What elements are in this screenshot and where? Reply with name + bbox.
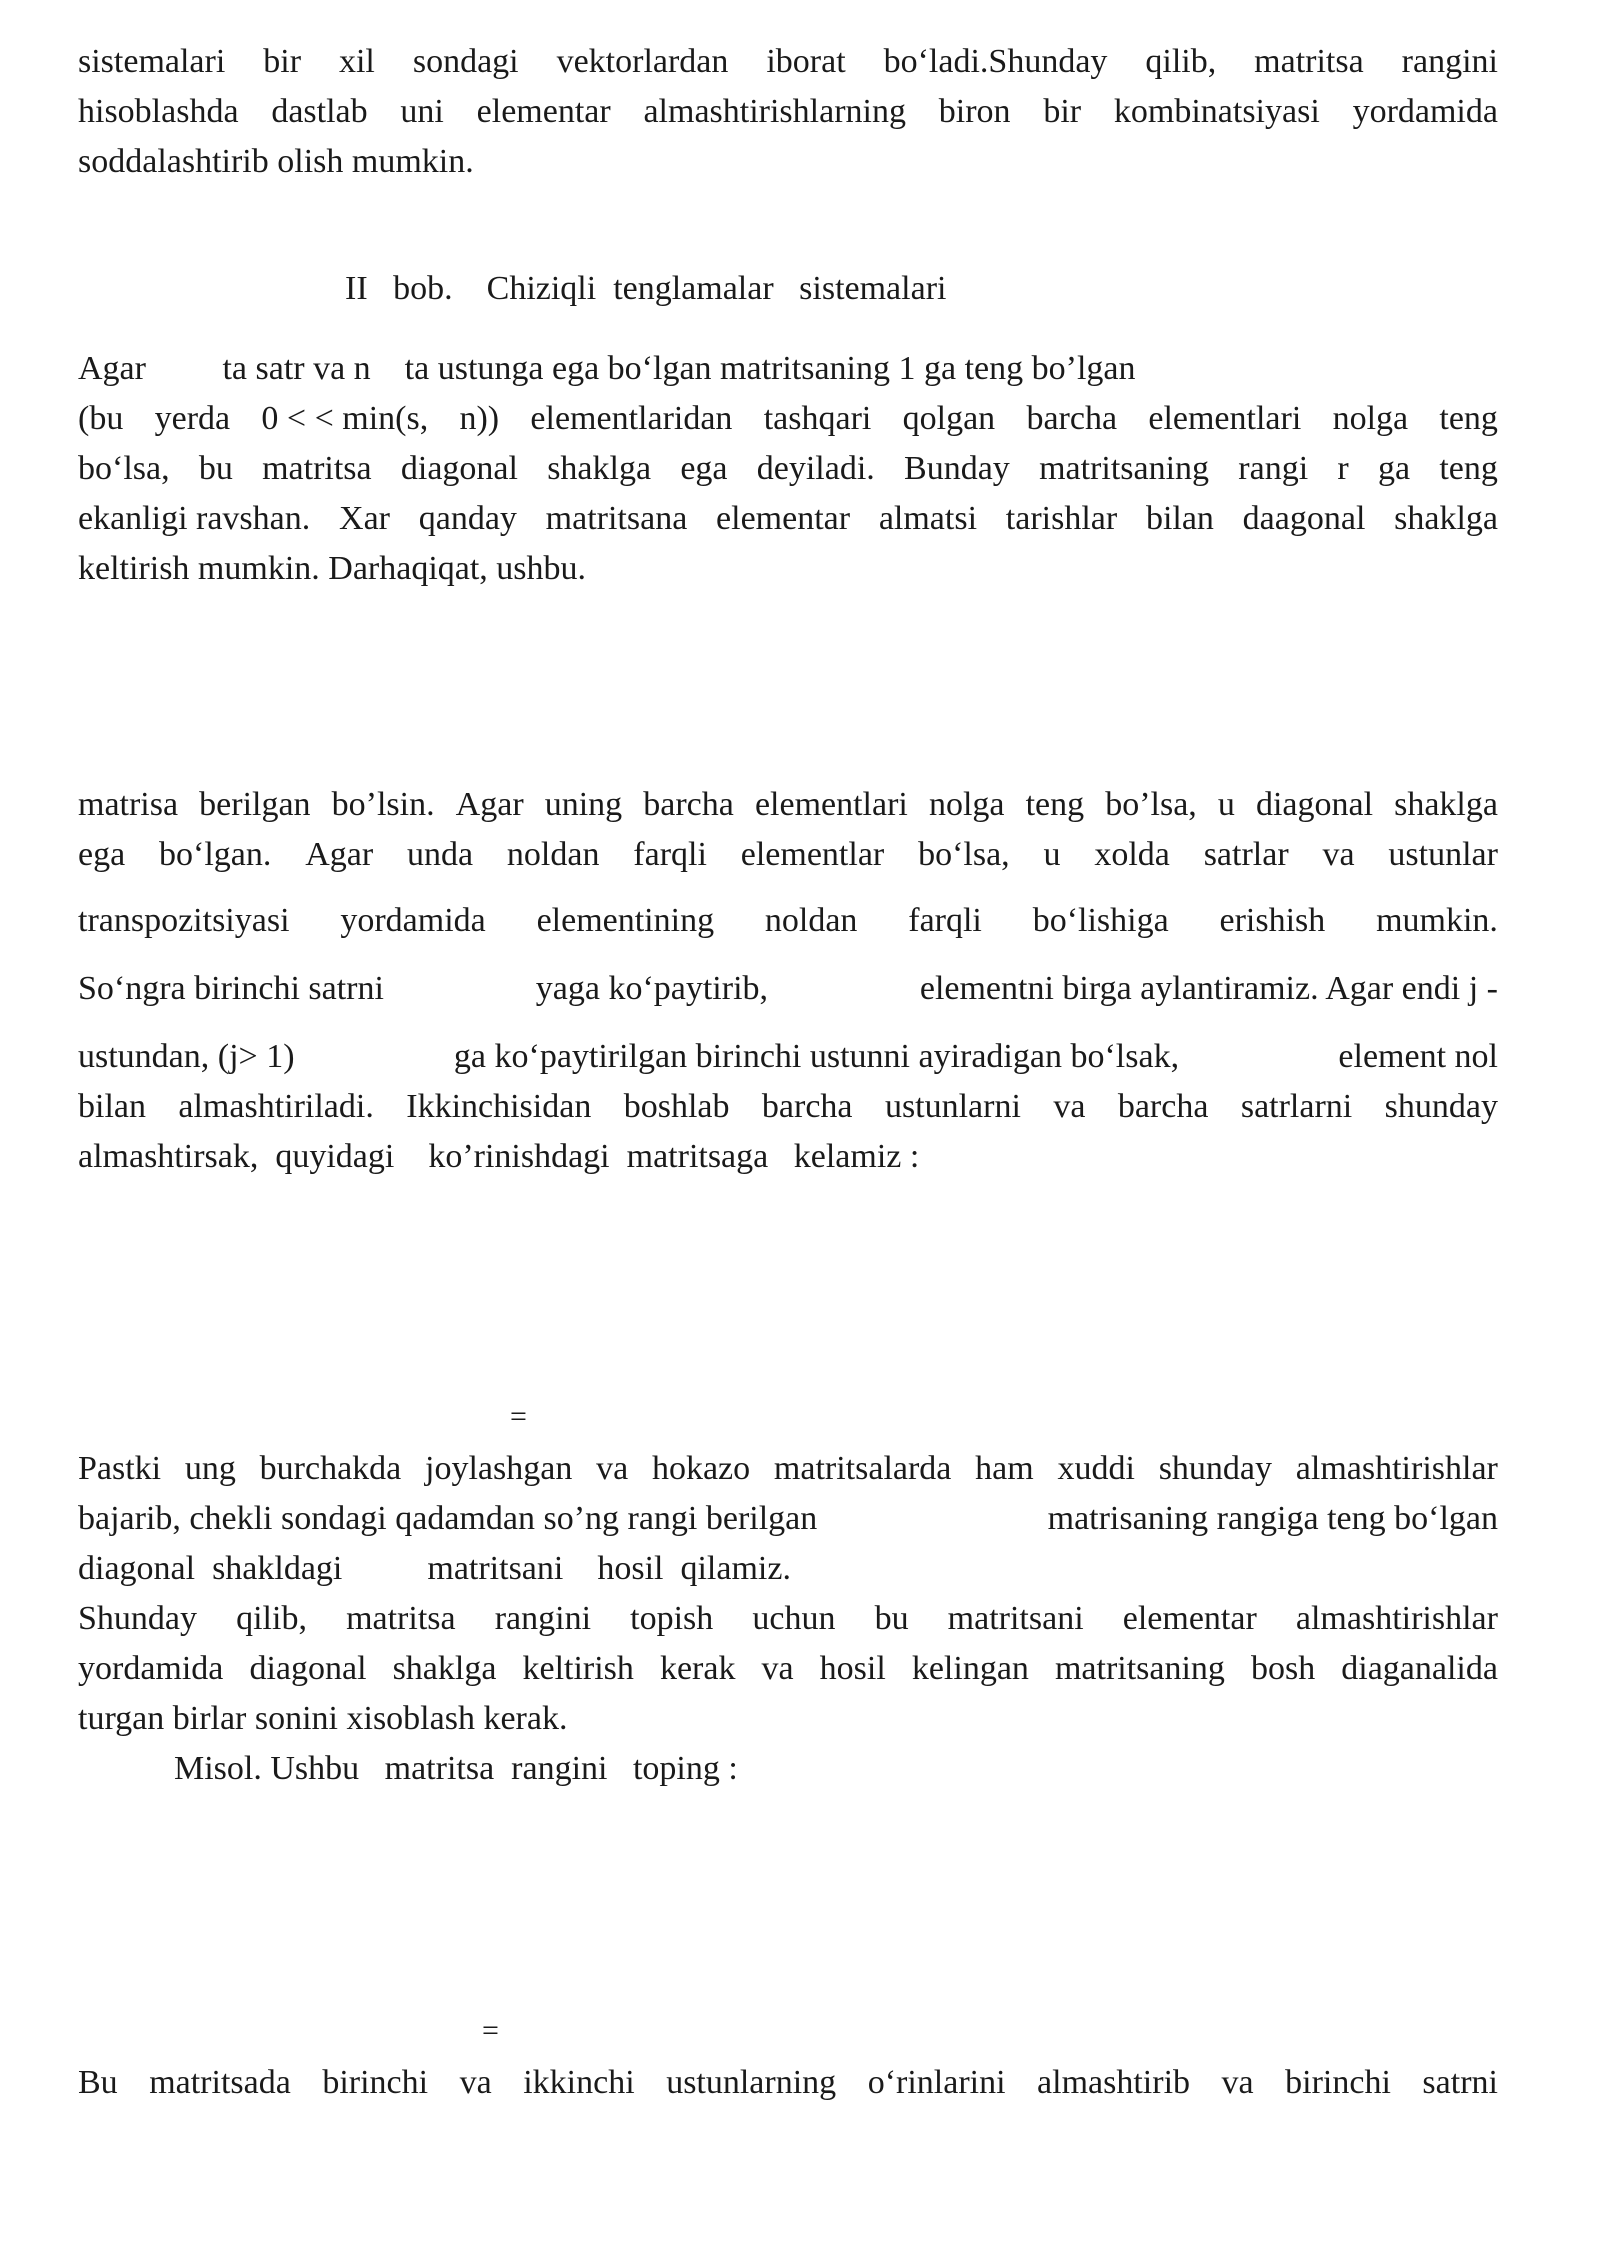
word: elementar <box>476 93 611 130</box>
word: matritsalarda <box>773 1450 952 1487</box>
word: ega <box>680 450 728 487</box>
word: keltirish <box>522 1650 634 1687</box>
word: erishish <box>1219 902 1326 939</box>
word: Ikkinchisidan <box>406 1088 592 1125</box>
text-line: almashtirsak, quyidagi ko’rinishdagi matritsaga kelamiz : <box>78 1138 920 1175</box>
text-line <box>78 394 1498 444</box>
word: noldan <box>506 836 600 873</box>
word: diagonal <box>1255 786 1374 823</box>
word: elementlar <box>740 836 885 873</box>
word: ham <box>975 1450 1034 1487</box>
text-line <box>78 1594 1498 1644</box>
word: yordamida <box>78 1650 224 1687</box>
word: va <box>1221 2064 1254 2101</box>
equals-sign: = <box>482 2014 499 2047</box>
word: hosil <box>819 1650 886 1687</box>
word: iborat <box>766 43 846 80</box>
word: va <box>761 1650 794 1687</box>
word: shaklga <box>547 450 652 487</box>
word: va <box>596 1450 629 1487</box>
word: birinchi <box>322 2064 429 2101</box>
word: dastlab <box>271 93 368 130</box>
word: bajarib, chekli sondagi qadamdan so’ng rangi berilgan <box>78 1500 818 1537</box>
word: rangini <box>1401 43 1498 80</box>
word: yerda <box>154 400 231 437</box>
word: matritsa <box>346 1600 456 1637</box>
word: bu <box>874 1600 909 1637</box>
text-line <box>78 494 1498 544</box>
word: matritsa <box>1254 43 1364 80</box>
word: u <box>1043 836 1061 873</box>
word: qilib, <box>1145 43 1217 80</box>
word: 0 < < min(s, <box>261 400 429 437</box>
word: matritsa <box>262 450 372 487</box>
word: shunday <box>1158 1450 1273 1487</box>
word: diagonal <box>249 1650 367 1687</box>
text-line <box>78 444 1498 494</box>
word: almashtirishlar <box>1295 1600 1498 1637</box>
word: teng <box>1439 400 1498 437</box>
word: xuddi <box>1057 1450 1135 1487</box>
word: bo‘lishiga <box>1032 902 1169 939</box>
text-line <box>78 1494 1498 1544</box>
word: birinchi <box>1285 2064 1391 2101</box>
word: satrni <box>1422 2064 1498 2101</box>
word: bir <box>1043 93 1082 130</box>
word: almashtirishlarning <box>643 93 906 130</box>
word: farqli <box>908 902 982 939</box>
text-line <box>78 87 1498 137</box>
word: burchakda <box>259 1450 402 1487</box>
word: barcha <box>643 786 734 823</box>
word: xolda <box>1094 836 1170 873</box>
word: almashtirishlar <box>1295 1450 1498 1487</box>
word: matritsana <box>545 500 688 537</box>
word: bo’lsa, <box>1105 786 1197 823</box>
word: ekanligi ravshan. <box>78 500 311 537</box>
word: bo‘ladi.Shunday <box>883 43 1108 80</box>
chapter-heading: II bob. Chiziqli tenglamalar sistemalari <box>345 270 947 307</box>
word: yordamida <box>1352 93 1498 130</box>
word: Shunday <box>78 1600 197 1637</box>
text-line: turgan birlar sonini xisoblash kerak. <box>78 1700 568 1737</box>
word: satrlarni <box>1240 1088 1353 1125</box>
text-line <box>78 2058 1498 2108</box>
word: nolga <box>1332 400 1409 437</box>
word: Agar <box>305 836 374 873</box>
word: Pastki <box>78 1450 162 1487</box>
word: ikkinchi <box>523 2064 635 2101</box>
text-line <box>78 37 1498 87</box>
word: almashtiriladi. <box>178 1088 374 1125</box>
word: almatsi <box>878 500 978 537</box>
word: qolgan <box>902 400 996 437</box>
word: qanday <box>418 500 517 537</box>
text-line <box>78 1032 1498 1082</box>
word: ustunlarni <box>884 1088 1021 1125</box>
text-line: soddalashtirib olish mumkin. <box>78 143 474 180</box>
word: deyiladi. <box>756 450 875 487</box>
word: matritsani <box>947 1600 1084 1637</box>
word: bir <box>263 43 302 80</box>
word: ega <box>78 836 126 873</box>
word: kombinatsiyasi <box>1113 93 1320 130</box>
word: teng <box>1439 450 1498 487</box>
word: ustunlarning <box>666 2064 837 2101</box>
word: Bu <box>78 2064 118 2101</box>
word: u <box>1217 786 1235 823</box>
word: bosh <box>1250 1650 1316 1687</box>
word: tarishlar <box>1005 500 1118 537</box>
word: xil <box>338 43 375 80</box>
text-line <box>78 1082 1498 1132</box>
word: matrisa <box>78 786 179 823</box>
word: bo‘lsa, <box>78 450 170 487</box>
word: yaga ko‘paytirib, <box>535 970 769 1007</box>
word: matritsaning <box>1054 1650 1225 1687</box>
word: uni <box>400 93 444 130</box>
text-line: Misol. Ushbu matritsa rangini toping : <box>174 1750 738 1787</box>
word: shaklga <box>392 1650 497 1687</box>
word: bo‘lgan. <box>159 836 272 873</box>
word: uchun <box>752 1600 836 1637</box>
word: ung <box>184 1450 236 1487</box>
word: element nol <box>1338 1038 1498 1075</box>
word: So‘ngra birinchi satrni <box>78 970 384 1007</box>
text-line <box>78 896 1498 946</box>
text-line <box>78 1444 1498 1494</box>
word: topish <box>630 1600 714 1637</box>
word: elementni birga aylantiramiz. Agar endi j - <box>919 970 1498 1007</box>
word: shaklga <box>1394 786 1498 823</box>
word: va <box>459 2064 492 2101</box>
text-line: diagonal shakldagi matritsani hosil qilamiz. <box>78 1550 791 1587</box>
word: boshlab <box>623 1088 730 1125</box>
word: barcha <box>761 1088 853 1125</box>
equals-sign: = <box>510 1400 527 1433</box>
word: mumkin. <box>1376 902 1498 939</box>
word: r <box>1337 450 1349 487</box>
word: matritsaning <box>1039 450 1210 487</box>
word: uning <box>544 786 623 823</box>
word: teng <box>1025 786 1085 823</box>
word: qilib, <box>236 1600 307 1637</box>
word: bu <box>198 450 233 487</box>
word: ga ko‘paytirilgan birinchi ustunni ayiradigan bo‘lsak, <box>453 1038 1180 1075</box>
word: transpozitsiyasi <box>78 902 290 939</box>
word: nolga <box>928 786 1005 823</box>
word: bilan <box>1145 500 1214 537</box>
word: shunday <box>1384 1088 1498 1125</box>
text-line <box>78 964 1498 1014</box>
word: ga <box>1377 450 1411 487</box>
text-line: Agar ta satr va n ta ustunga ega bo‘lgan matritsaning 1 ga teng bo’lgan <box>78 350 1136 387</box>
word: diaganalida <box>1341 1650 1498 1687</box>
text-line: keltirish mumkin. Darhaqiqat, ushbu. <box>78 550 587 587</box>
word: barcha <box>1026 400 1118 437</box>
word: kerak <box>659 1650 736 1687</box>
word: bilan <box>78 1088 146 1125</box>
word: elementlari <box>1148 400 1302 437</box>
word: yordamida <box>340 902 486 939</box>
word: (bu <box>78 400 124 437</box>
text-line <box>78 830 1498 880</box>
word: va <box>1322 836 1355 873</box>
word: berilgan <box>199 786 311 823</box>
word: diagonal <box>400 450 518 487</box>
word: ustundan, (j> 1) <box>78 1038 295 1075</box>
word: ustunlar <box>1388 836 1498 873</box>
word: farqli <box>633 836 707 873</box>
word: elementar <box>716 500 851 537</box>
word: satrlar <box>1203 836 1289 873</box>
word: sistemalari <box>78 43 226 80</box>
word: joylashgan <box>425 1450 573 1487</box>
word: elementar <box>1122 1600 1257 1637</box>
word: matritsada <box>149 2064 291 2101</box>
word: n)) <box>459 400 500 437</box>
word: elementlaridan <box>530 400 733 437</box>
word: almashtirib <box>1037 2064 1191 2101</box>
word: barcha <box>1117 1088 1209 1125</box>
word: bo‘lsa, <box>918 836 1010 873</box>
word: hokazo <box>651 1450 751 1487</box>
word: bo’lsin. <box>331 786 435 823</box>
word: Xar <box>339 500 390 537</box>
word: Bunday <box>904 450 1010 487</box>
text-line <box>78 1644 1498 1694</box>
word: sondagi <box>412 43 519 80</box>
word: o‘rinlarini <box>867 2064 1006 2101</box>
word: tashqari <box>763 400 872 437</box>
word: matrisaning rangiga teng bo‘lgan <box>1047 1500 1498 1537</box>
word: hisoblashda <box>78 93 239 130</box>
word: rangini <box>494 1600 592 1637</box>
word: va <box>1053 1088 1086 1125</box>
word: elementlari <box>754 786 908 823</box>
word: rangi <box>1238 450 1309 487</box>
word: vektorlardan <box>556 43 729 80</box>
word: unda <box>407 836 474 873</box>
text-line <box>78 780 1498 830</box>
word: daagonal <box>1242 500 1366 537</box>
word: biron <box>938 93 1011 130</box>
word: shaklga <box>1394 500 1498 537</box>
word: Agar <box>455 786 524 823</box>
word: elementining <box>536 902 715 939</box>
word: kelingan <box>911 1650 1029 1687</box>
word: noldan <box>764 902 858 939</box>
